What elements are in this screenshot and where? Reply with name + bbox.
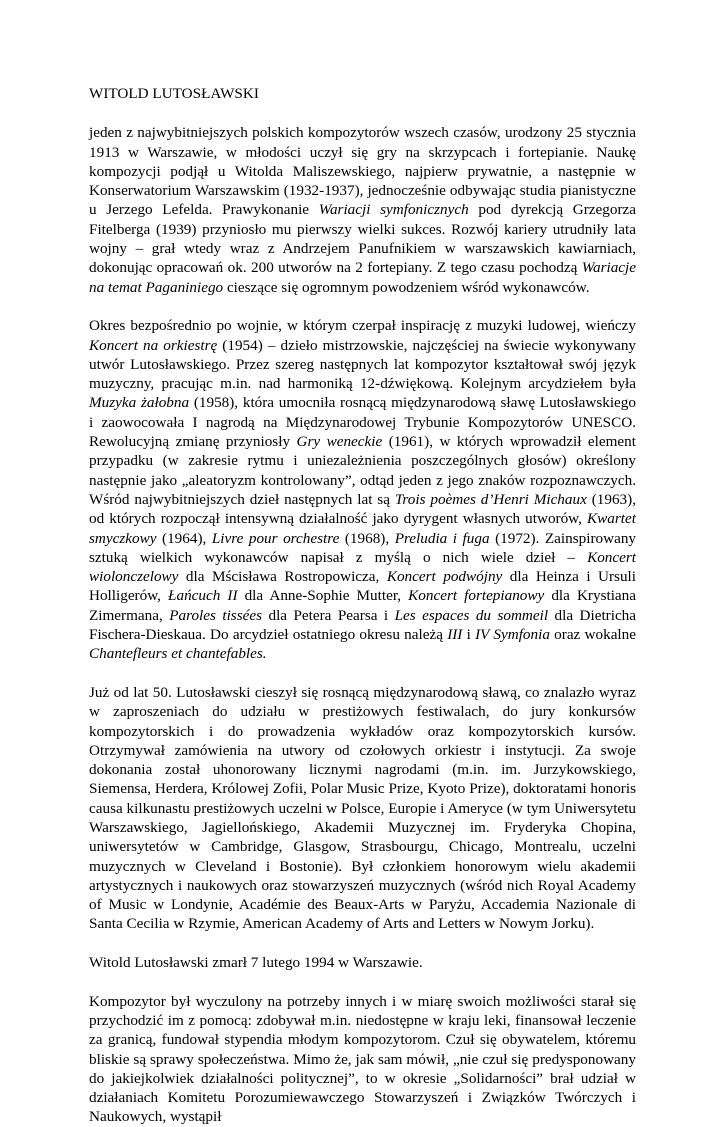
paragraph-honors <box>89 683 636 934</box>
italic-work-title: Gry weneckie <box>296 433 383 451</box>
text-run: Już od lat 50. Lutosławski cieszył się rosnącą międzynarodową sławą, co znalazło wyraz w zaproszeniach do udziału w prestiżowych festiwalach, do jury konkursów kompozytorskich i do prowadzenia wykładów oraz kompozytorskich kursów. Otrzymywał zamówienia na utwory od czołowych orkiestr i instytucji. Za swoje dokonania został uhonorowany licznymi nagrodami (m.in. im. Jurzykowskiego, Siemensa, Herdera, Królowej Zofii, Polar Music Prize, Kyoto Prize), doktoratami honoris causa kilkunastu prestiżowych uczelni w Polsce, Europie i Ameryce (w tym Uniwersytetu Warszawskiego, Jagiellońskiego, Akademii Muzycznej im. Fryderyka Chopina, uniwersytetów w Cambridge, Glasgow, Strasbourgu, Chicago, Montrealu, uczelni muzycznych w Cleveland i Bostonie). Był członkiem honorowym wielu akademii artystycznych i naukowych oraz stowarzyszeń muzycznych (wśród nich Royal Academy of Music w Londynie, Académie des Beaux-Arts w Paryżu, Accademia Nazionale di Santa Cecilia w Rzymie, American Academy of Arts and Letters w Nowym Jorku). <box>89 683 636 933</box>
document-title: WITOLD LUTOSŁAWSKI <box>89 85 259 102</box>
text-run: Witold Lutosławski zmarł 7 lutego 1994 w Warszawie. <box>89 954 423 972</box>
italic-work-title: Koncert fortepianowy <box>408 587 545 605</box>
text-run: (1972). Zainspirowany sztuką wielkich wykonawców napisał z myślą o nich wiele dzieł – <box>89 529 637 566</box>
text-run: dla Petera Pearsa i <box>262 606 395 624</box>
text-run: (1961), w których wprowadził element przypadku (w zakresie rytmu i uniezależnienia poszczególnych głosów) określony następnie jako „aleatoryzm kontrolowany”, odtąd jeden z jego znaków rozpoznawczych. Wśród najwybitniejszych dzieł następnych lat są <box>89 433 636 508</box>
text-run: cieszące się ogromnym powodzeniem wśród wykonawców. <box>223 278 590 296</box>
text-run: (1964), <box>156 529 212 547</box>
italic-work-title: Les espaces du sommeil <box>394 606 549 624</box>
text-run: dla Dietricha Fischera-Dieskaua. Do arcydzieł ostatniego okresu należą <box>89 606 637 644</box>
italic-work-title: Koncert podwójny <box>386 568 503 586</box>
text-run: (1963), od których rozpoczął intensywną działalność jako dyrygent własnych utworów, <box>89 490 636 528</box>
italic-work-title: Wariacje na temat Paganiniego <box>89 259 636 296</box>
italic-work-title: Muzyka żałobna <box>89 394 190 412</box>
paragraph-postwar-works <box>89 316 636 663</box>
italic-work-title: Preludia i fuga <box>394 529 490 547</box>
text-run: dla Krystiana Zimermana, <box>89 587 636 624</box>
italic-work-title: Paroles tissées <box>169 606 263 624</box>
text-run: (1968), <box>339 529 395 547</box>
text-run: dla Mścisława Rostropowicza, <box>178 568 387 586</box>
italic-work-title: Wariacji symfonicznych <box>318 201 469 219</box>
paragraph-death <box>89 953 636 972</box>
text-run: (1954) – dzieło mistrzowskie, najczęściej na świecie wykonywany utwór Lutosławskiego. Przez szereg następnych lat kompozytor kształtował swój język muzyczny, pracując m.in. nad harmoniką 12-dźwiękową. Kolejnym arcydziełem była <box>89 336 637 393</box>
italic-work-title: Łańcuch II <box>168 587 238 605</box>
italic-work-title: Trois poèmes d’Henri Michaux <box>394 490 587 508</box>
italic-work-title: Kwartet smyczkowy <box>89 510 636 547</box>
italic-work-title: Chantefleurs et chantefables. <box>89 645 267 663</box>
paragraph-biography-early <box>89 123 636 297</box>
text-run: Okres bezpośrednio po wojnie, w którym czerpał inspirację z muzyki ludowej, wieńczy <box>89 317 636 335</box>
text-run: i <box>462 626 476 644</box>
italic-work-title: IV Symfonia <box>475 626 550 644</box>
text-run: jeden z najwybitniejszych polskich kompozytorów wszech czasów, urodzony 25 stycznia 1913 w Warszawie, w młodości uczył się gry na skrzypcach i fortepianie. Naukę kompozycji podjął u Witolda Maliszewskiego, najpierw prywatnie, a następnie w Konserwatorium Warszawskim (1932-1937), jednocześnie odbywając studia pianistyczne u Jerzego Lefelda. Prawykonanie <box>89 124 636 219</box>
italic-work-title: Livre pour orchestre <box>211 529 340 547</box>
text-run: oraz wokalne <box>549 626 636 644</box>
text-run: Kompozytor był wyczulony na potrzeby innych i w miarę swoich możliwości starał się przychodzić im z pomocą: zdobywał m.in. niedostępne w kraju leki, finansował leczenie za granicą, fundował stypendia młodym kompozytorom. Czuł się obywatelem, któremu bliskie są sprawy społeczeństwa. Mimo że, jak sam mówił, „nie czuł się predysponowany do jakiejkolwiek działalności politycznej”, to w okresie „Solidarności” brał udział w działaniach Komitetu Porozumiewawczego Stowarzyszeń i Związków Twórczych i Naukowych, wystąpił <box>89 992 636 1126</box>
italic-work-title: III <box>447 626 463 644</box>
paragraph-civic-activity <box>89 992 636 1127</box>
text-run: dla Anne-Sophie Mutter, <box>237 587 409 605</box>
italic-work-title: Koncert na orkiestrę <box>89 336 218 354</box>
text-run: dla Heinza i Ursuli Holligerów, <box>89 568 636 605</box>
text-run: pod dyrekcją Grzegorza Fitelberga (1939) przyniosło mu pierwszy wielki sukces. Rozwój kariery utrudniły lata wojny – grał wtedy wraz z Andrzejem Panufnikiem w warszawskich kawiarniach, dokonując opracowań ok. 200 utworów na 2 fortepiany. Z tego czasu pochodzą <box>89 201 637 277</box>
text-run: (1958), która umocniła rosnącą międzynarodową sławę Lutosławskiego i zaowocowała I nagrodą na Międzynarodowej Trybunie Kompozytorów UNESCO. Rewolucyjną zmianę przyniosły <box>89 394 636 451</box>
italic-work-title: Koncert wiolonczelowy <box>89 548 636 586</box>
